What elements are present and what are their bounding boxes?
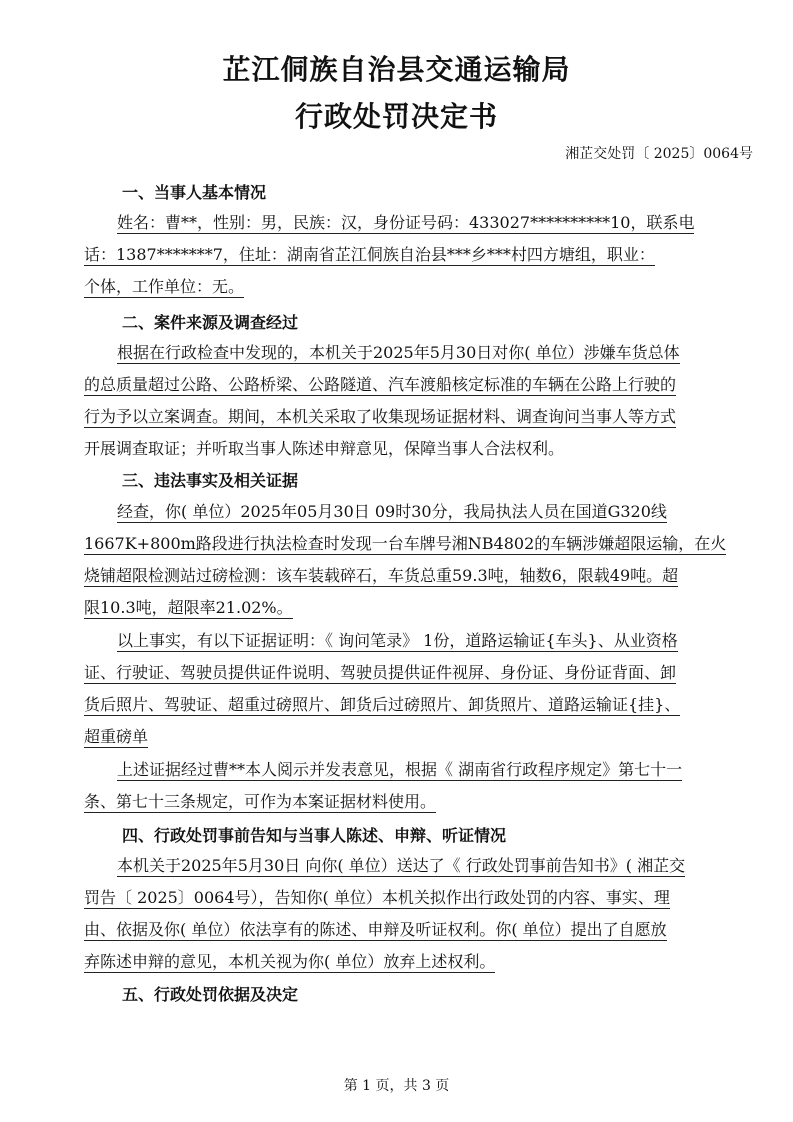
page-footer: 第 1 页，共 3 页 xyxy=(343,1078,450,1094)
section5-heading: 五、行政处罚依据及决定 xyxy=(122,985,299,1004)
section2-line: 行为予以立案调查。期间，本机关采取了收集现场证据材料、调查询问当事人等方式 xyxy=(84,407,677,426)
section3-review-line: 条、第七十三条规定，可作为本案证据材料使用。 xyxy=(84,792,437,811)
section2-line: 根据在行政检查中发现的，本机关于2025年5月30日对你( 单位）涉嫌车货总体 xyxy=(117,343,680,362)
section3-evidence-line: 证、行驶证、驾驶员提供证件说明、驾驶员提供证件视屏、身份证、身份证背面、卸 xyxy=(84,663,677,682)
section3-fact-line: 经查，你( 单位）2025年05月30日 09时30分，我局执法人员在国道G320线 xyxy=(117,502,667,521)
document-title: 芷江侗族自治县交通运输局 xyxy=(222,53,571,86)
section1-line: 姓名：曹**，性别：男，民族：汉，身份证号码：433027**********10，联系电 xyxy=(117,213,695,232)
section1-heading: 一、当事人基本情况 xyxy=(122,183,267,202)
section4-heading: 四、行政处罚事前告知与当事人陈述、申辩、听证情况 xyxy=(122,826,507,845)
document-number: 湘芷交处罚〔 2025〕0064号 xyxy=(565,146,753,162)
section3-fact-line: 限10.3吨，超限率21.02%。 xyxy=(84,598,293,617)
section2-line: 的总质量超过公路、公路桥梁、公路隧道、汽车渡船核定标准的车辆在公路上行驶的 xyxy=(84,375,677,394)
section4-line: 罚告〔 2025〕0064号），告知你( 单位）本机关拟作出行政处罚的内容、事实、理 xyxy=(84,888,670,907)
section3-fact-line: 烧铺超限检测站过磅检测：该车装载碎石，车货总重59.3吨，轴数6，限载49吨。超 xyxy=(84,566,679,585)
section4-line: 弃陈述申辩的意见，本机关视为你( 单位）放弃上述权利。 xyxy=(84,952,496,971)
section1-line: 话：1387*******7，住址：湖南省芷江侗族自治县***乡***村四方塘组，职业： xyxy=(84,245,655,264)
section3-evidence-line: 超重磅单 xyxy=(84,727,149,746)
section3-evidence-line: 货后照片、驾驶证、超重过磅照片、卸货后过磅照片、卸货照片、道路运输证{挂}、 xyxy=(84,695,681,714)
section4-line: 本机关于2025年5月30日 向你( 单位）送达了《 行政处罚事前告知书》( 湘芷交 xyxy=(117,856,686,875)
section3-evidence-line: 以上事实，有以下证据证明：《 询问笔录》 1份，道路运输证{车头}、从业资格 xyxy=(117,631,678,650)
section2-line: 开展调查取证；并听取当事人陈述申辩意见，保障当事人合法权利。 xyxy=(84,439,565,458)
section1-line: 个体，工作单位：无。 xyxy=(84,277,245,296)
section2-heading: 二、案件来源及调查经过 xyxy=(122,313,299,332)
section3-review-line: 上述证据经过曹**本人阅示并发表意见，根据《 湖南省行政程序规定》第七十一 xyxy=(117,760,683,779)
section3-heading: 三、违法事实及相关证据 xyxy=(122,471,299,490)
section4-line: 由、依据及你( 单位）依法享有的陈述、申辩及听证权利。你( 单位）提出了自愿放 xyxy=(84,920,667,939)
section3-fact-line: 1667K+800m路段进行执法检查时发现一台车牌号湘NB4802的车辆涉嫌超限运输，在火 xyxy=(84,534,727,553)
document-subtitle: 行政处罚决定书 xyxy=(294,100,498,133)
